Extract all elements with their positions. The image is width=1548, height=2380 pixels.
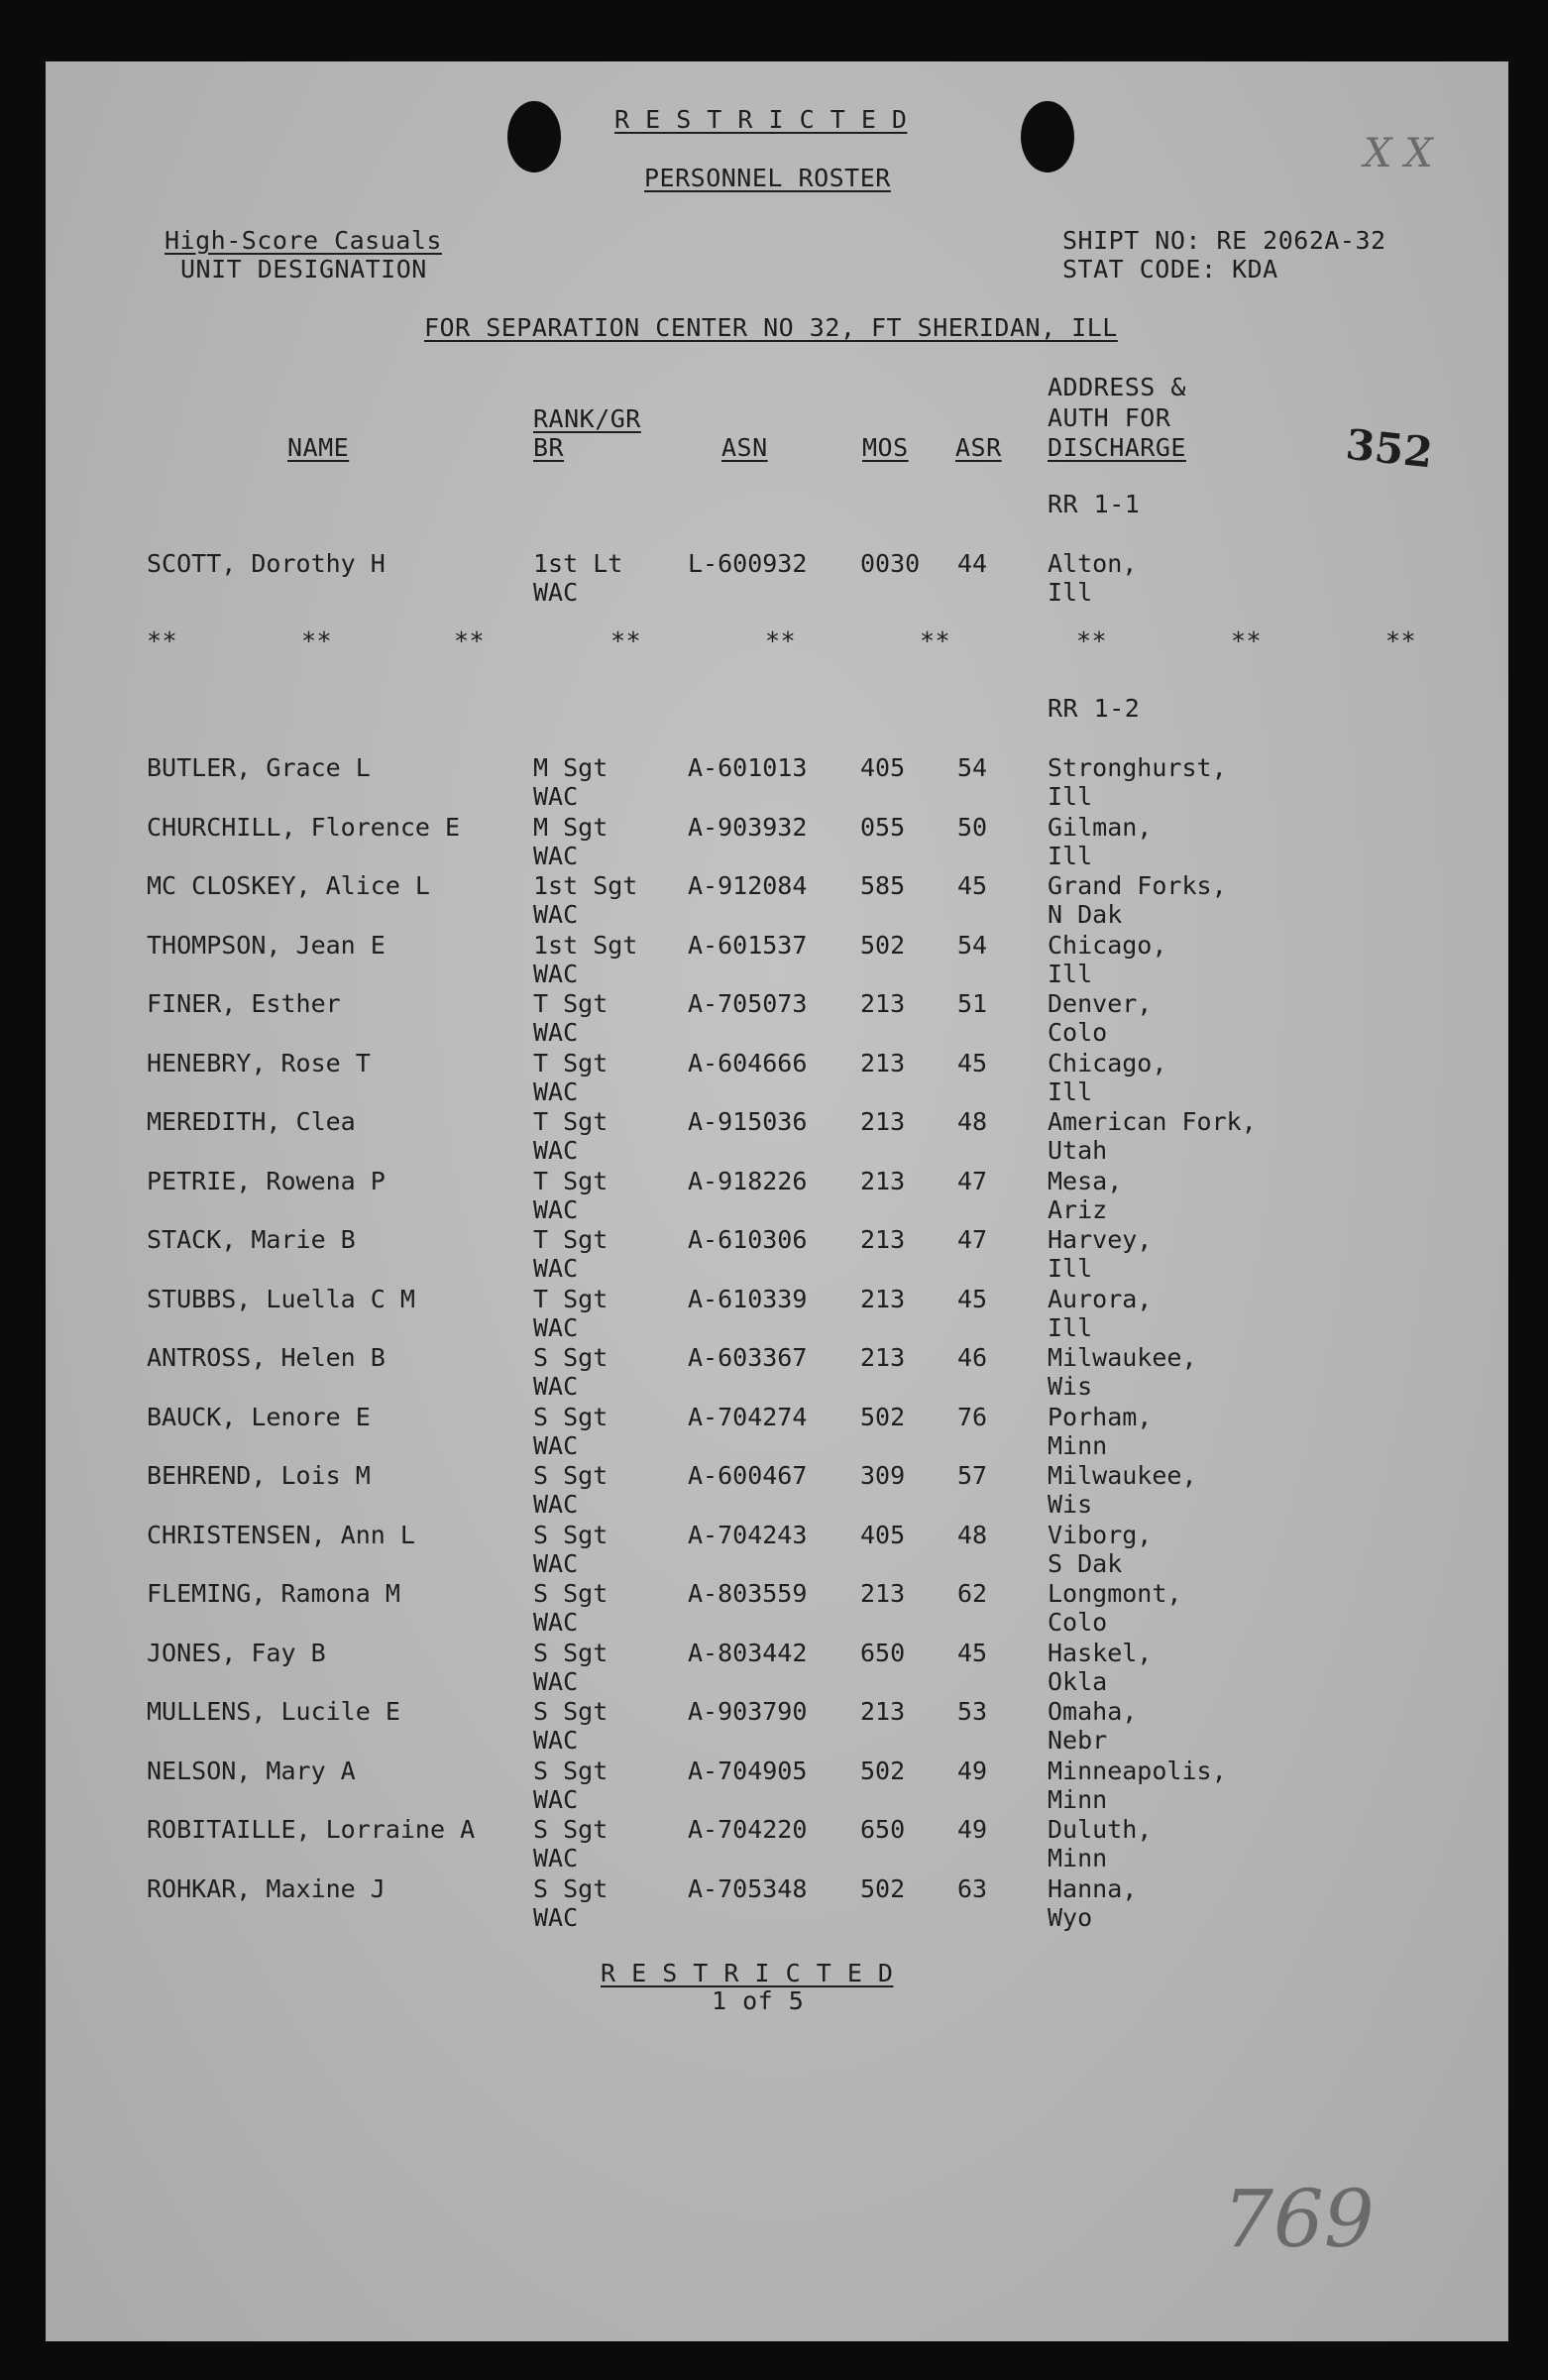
asr-cell: 54 [957, 930, 988, 960]
punch-hole-right [1021, 101, 1074, 172]
address-state-cell: Ill [1048, 959, 1093, 988]
mos-cell: 213 [860, 1225, 906, 1254]
address-state-cell: N Dak [1048, 900, 1123, 929]
rank-cell: T Sgt [533, 1225, 608, 1254]
name-cell: MC CLOSKEY, Alice L [147, 871, 430, 900]
address-state-cell: Ill [1048, 1254, 1093, 1283]
auth-rr-1-1: RR 1-1 [1048, 490, 1141, 518]
mos-cell: 213 [860, 1107, 906, 1136]
asr-cell: 50 [957, 812, 988, 842]
asn-cell: A-704243 [688, 1520, 808, 1549]
stat-code: STAT CODE: KDA [1062, 255, 1278, 283]
branch-cell: WAC [533, 841, 579, 870]
roster-row [46, 1579, 1508, 1639]
roster-row [46, 549, 1508, 609]
branch-cell: WAC [533, 1844, 579, 1872]
roster-title: PERSONNEL ROSTER [644, 164, 891, 192]
branch-cell: WAC [533, 1902, 579, 1932]
separator-star: ** [610, 626, 642, 655]
punch-hole-left [507, 101, 561, 172]
asn-cell: A-704274 [688, 1402, 808, 1431]
header-mos: MOS [862, 433, 909, 462]
asr-cell: 46 [957, 1343, 988, 1372]
asn-cell: A-803559 [688, 1579, 808, 1608]
roster-row [46, 1167, 1508, 1226]
address-state-cell: Okla [1048, 1666, 1108, 1696]
mos-cell: 502 [860, 1402, 906, 1431]
asn-cell: A-918226 [688, 1166, 808, 1195]
address-state-cell: S Dak [1048, 1548, 1123, 1578]
header-address-2: AUTH FOR [1048, 403, 1171, 432]
address-state-cell: Colo [1048, 1608, 1108, 1637]
name-cell: ROHKAR, Maxine J [147, 1873, 386, 1903]
asn-cell: A-705348 [688, 1873, 808, 1903]
address-state-cell: Ill [1048, 782, 1093, 811]
classification-top: R E S T R I C T E D [614, 105, 908, 134]
address-state-cell: Wis [1048, 1490, 1093, 1519]
name-cell: PETRIE, Rowena P [147, 1166, 386, 1195]
auth-rr-1-2: RR 1-2 [1048, 694, 1141, 723]
mos-cell: 502 [860, 930, 906, 960]
separator-star: ** [1231, 626, 1263, 655]
asr-cell: 63 [957, 1873, 988, 1903]
address-city-cell: Stronghurst, [1048, 753, 1227, 782]
address-state-cell: Nebr [1048, 1726, 1108, 1755]
branch-cell: WAC [533, 1548, 579, 1578]
destination-line: FOR SEPARATION CENTER NO 32, FT SHERIDAN, ILL [424, 313, 1118, 342]
rank-cell: T Sgt [533, 1166, 608, 1195]
address-city-cell: American Fork, [1048, 1107, 1257, 1136]
address-city-cell: Chicago, [1048, 930, 1167, 960]
rank-cell: 1st Lt [533, 549, 623, 578]
address-city-cell: Viborg, [1048, 1520, 1153, 1549]
pencil-number: 769 [1223, 2173, 1375, 2265]
rank-cell: S Sgt [533, 1579, 608, 1608]
asr-cell: 48 [957, 1520, 988, 1549]
roster-row [46, 1403, 1508, 1462]
asn-cell: A-704220 [688, 1815, 808, 1844]
roster-row [46, 871, 1508, 931]
address-city-cell: Alton, [1048, 549, 1138, 578]
rank-cell: S Sgt [533, 1815, 608, 1844]
asr-cell: 51 [957, 989, 988, 1018]
address-city-cell: Duluth, [1048, 1815, 1153, 1844]
address-city-cell: Milwaukee, [1048, 1343, 1197, 1372]
address-city-cell: Grand Forks, [1048, 871, 1227, 900]
roster-row [46, 931, 1508, 990]
branch-cell: WAC [533, 1784, 579, 1814]
asn-cell: A-803442 [688, 1638, 808, 1667]
mos-cell: 585 [860, 871, 906, 900]
mos-cell: 055 [860, 812, 906, 842]
branch-cell: WAC [533, 1666, 579, 1696]
shipment-number: SHIPT NO: RE 2062A-32 [1062, 226, 1386, 255]
branch-cell: WAC [533, 1608, 579, 1637]
address-state-cell: Ill [1048, 1077, 1093, 1106]
rank-cell: T Sgt [533, 1284, 608, 1313]
asr-cell: 45 [957, 871, 988, 900]
roster-row [46, 1107, 1508, 1167]
rank-cell: S Sgt [533, 1343, 608, 1372]
asr-cell: 47 [957, 1166, 988, 1195]
rank-cell: S Sgt [533, 1873, 608, 1903]
roster-row [46, 1285, 1508, 1344]
asn-cell: A-610339 [688, 1284, 808, 1313]
header-rank-br: BR [533, 433, 565, 462]
rank-cell: S Sgt [533, 1461, 608, 1490]
address-state-cell: Minn [1048, 1430, 1108, 1460]
header-asn: ASN [721, 433, 768, 462]
branch-cell: WAC [533, 1018, 579, 1047]
asn-cell: A-912084 [688, 871, 808, 900]
name-cell: HENEBRY, Rose T [147, 1048, 371, 1077]
address-state-cell: Wis [1048, 1372, 1093, 1401]
address-city-cell: Omaha, [1048, 1697, 1138, 1726]
mos-cell: 213 [860, 1343, 906, 1372]
separator-star: ** [765, 626, 797, 655]
separator-star: ** [147, 626, 178, 655]
header-rank-gr: RANK/GR [533, 404, 641, 433]
address-state-cell: Ill [1048, 1312, 1093, 1342]
mos-cell: 309 [860, 1461, 906, 1490]
roster-row [46, 813, 1508, 872]
mos-cell: 213 [860, 1284, 906, 1313]
roster-row [46, 1639, 1508, 1698]
asr-cell: 57 [957, 1461, 988, 1490]
name-cell: CHURCHILL, Florence E [147, 812, 461, 842]
mos-cell: 213 [860, 989, 906, 1018]
address-city-cell: Minneapolis, [1048, 1756, 1227, 1785]
asn-cell: A-704905 [688, 1756, 808, 1785]
asn-cell: A-601537 [688, 930, 808, 960]
asr-cell: 44 [957, 549, 988, 578]
mos-cell: 502 [860, 1756, 906, 1785]
branch-cell: WAC [533, 578, 579, 607]
branch-cell: WAC [533, 1372, 579, 1401]
asn-cell: A-903790 [688, 1697, 808, 1726]
address-city-cell: Hanna, [1048, 1873, 1138, 1903]
branch-cell: WAC [533, 1490, 579, 1519]
roster-row [46, 1521, 1508, 1580]
unit-designation-label: UNIT DESIGNATION [180, 255, 427, 283]
separator-star: ** [1385, 626, 1417, 655]
address-city-cell: Porham, [1048, 1402, 1153, 1431]
address-state-cell: Utah [1048, 1136, 1108, 1165]
name-cell: ROBITAILLE, Lorraine A [147, 1815, 476, 1844]
asr-cell: 76 [957, 1402, 988, 1431]
name-cell: CHRISTENSEN, Ann L [147, 1520, 415, 1549]
rank-cell: S Sgt [533, 1520, 608, 1549]
mos-cell: 650 [860, 1638, 906, 1667]
address-state-cell: Colo [1048, 1018, 1108, 1047]
roster-row [46, 1461, 1508, 1521]
name-cell: FINER, Esther [147, 989, 341, 1018]
asr-cell: 62 [957, 1579, 988, 1608]
pencil-mark: X X [1364, 131, 1433, 176]
header-asr: ASR [955, 433, 1002, 462]
roster-row [46, 753, 1508, 813]
address-city-cell: Harvey, [1048, 1225, 1153, 1254]
branch-cell: WAC [533, 1194, 579, 1224]
separator-star: ** [920, 626, 951, 655]
asr-cell: 49 [957, 1815, 988, 1844]
separator-star: ** [301, 626, 333, 655]
address-state-cell: Minn [1048, 1844, 1108, 1872]
header-address-3: DISCHARGE [1048, 433, 1186, 462]
name-cell: MEREDITH, Clea [147, 1107, 356, 1136]
branch-cell: WAC [533, 1312, 579, 1342]
asn-cell: A-903932 [688, 812, 808, 842]
roster-row [46, 989, 1508, 1049]
stamp-number: 352 [1343, 419, 1435, 478]
roster-row [46, 1757, 1508, 1816]
roster-row [46, 1874, 1508, 1934]
page-number: 1 of 5 [712, 1986, 805, 2015]
asn-cell: A-603367 [688, 1343, 808, 1372]
rank-cell: T Sgt [533, 1107, 608, 1136]
branch-cell: WAC [533, 1430, 579, 1460]
roster-row [46, 1815, 1508, 1874]
branch-cell: WAC [533, 900, 579, 929]
rank-cell: S Sgt [533, 1638, 608, 1667]
address-city-cell: Gilman, [1048, 812, 1153, 842]
name-cell: NELSON, Mary A [147, 1756, 356, 1785]
rank-cell: S Sgt [533, 1402, 608, 1431]
rank-cell: M Sgt [533, 753, 608, 782]
address-city-cell: Haskel, [1048, 1638, 1153, 1667]
name-cell: SCOTT, Dorothy H [147, 549, 386, 578]
address-state-cell: Ill [1048, 841, 1093, 870]
mos-cell: 405 [860, 753, 906, 782]
unit-designation-value: High-Score Casuals [165, 226, 442, 255]
name-cell: STUBBS, Luella C M [147, 1284, 415, 1313]
separator-star: ** [454, 626, 486, 655]
address-city-cell: Denver, [1048, 989, 1153, 1018]
name-cell: ANTROSS, Helen B [147, 1343, 386, 1372]
rank-cell: M Sgt [533, 812, 608, 842]
asr-cell: 54 [957, 753, 988, 782]
rank-cell: 1st Sgt [533, 930, 638, 960]
name-cell: BUTLER, Grace L [147, 753, 371, 782]
name-cell: FLEMING, Ramona M [147, 1579, 400, 1608]
name-cell: THOMPSON, Jean E [147, 930, 386, 960]
name-cell: BAUCK, Lenore E [147, 1402, 371, 1431]
asn-cell: A-915036 [688, 1107, 808, 1136]
mos-cell: 213 [860, 1579, 906, 1608]
name-cell: MULLENS, Lucile E [147, 1697, 400, 1726]
asn-cell: A-705073 [688, 989, 808, 1018]
asr-cell: 48 [957, 1107, 988, 1136]
header-name: NAME [287, 433, 350, 462]
asr-cell: 49 [957, 1756, 988, 1785]
roster-row [46, 1049, 1508, 1108]
branch-cell: WAC [533, 1136, 579, 1165]
roster-page [46, 61, 1508, 2341]
rank-cell: S Sgt [533, 1697, 608, 1726]
mos-cell: 213 [860, 1166, 906, 1195]
address-city-cell: Aurora, [1048, 1284, 1153, 1313]
name-cell: BEHREND, Lois M [147, 1461, 371, 1490]
asn-cell: A-601013 [688, 753, 808, 782]
branch-cell: WAC [533, 782, 579, 811]
roster-row [46, 1697, 1508, 1757]
rank-cell: 1st Sgt [533, 871, 638, 900]
rank-cell: T Sgt [533, 1048, 608, 1077]
mos-cell: 405 [860, 1520, 906, 1549]
asn-cell: A-610306 [688, 1225, 808, 1254]
branch-cell: WAC [533, 1254, 579, 1283]
asr-cell: 53 [957, 1697, 988, 1726]
rank-cell: S Sgt [533, 1756, 608, 1785]
name-cell: STACK, Marie B [147, 1225, 356, 1254]
asn-cell: A-600467 [688, 1461, 808, 1490]
mos-cell: 0030 [860, 549, 921, 578]
roster-row [46, 1343, 1508, 1403]
branch-cell: WAC [533, 1077, 579, 1106]
address-state-cell: Wyo [1048, 1902, 1093, 1932]
asr-cell: 47 [957, 1225, 988, 1254]
rank-cell: T Sgt [533, 989, 608, 1018]
asn-cell: L-600932 [688, 549, 808, 578]
mos-cell: 650 [860, 1815, 906, 1844]
address-state-cell: Ill [1048, 578, 1093, 607]
address-city-cell: Milwaukee, [1048, 1461, 1197, 1490]
address-city-cell: Mesa, [1048, 1166, 1123, 1195]
separator-star: ** [1076, 626, 1108, 655]
mos-cell: 502 [860, 1873, 906, 1903]
address-state-cell: Ariz [1048, 1194, 1108, 1224]
branch-cell: WAC [533, 959, 579, 988]
classification-bottom: R E S T R I C T E D [601, 1959, 894, 1987]
asr-cell: 45 [957, 1048, 988, 1077]
address-city-cell: Chicago, [1048, 1048, 1167, 1077]
mos-cell: 213 [860, 1697, 906, 1726]
name-cell: JONES, Fay B [147, 1638, 326, 1667]
address-city-cell: Longmont, [1048, 1579, 1182, 1608]
asr-cell: 45 [957, 1638, 988, 1667]
header-address-1: ADDRESS & [1048, 373, 1186, 401]
asn-cell: A-604666 [688, 1048, 808, 1077]
address-state-cell: Minn [1048, 1784, 1108, 1814]
roster-row [46, 1225, 1508, 1285]
asr-cell: 45 [957, 1284, 988, 1313]
branch-cell: WAC [533, 1726, 579, 1755]
mos-cell: 213 [860, 1048, 906, 1077]
